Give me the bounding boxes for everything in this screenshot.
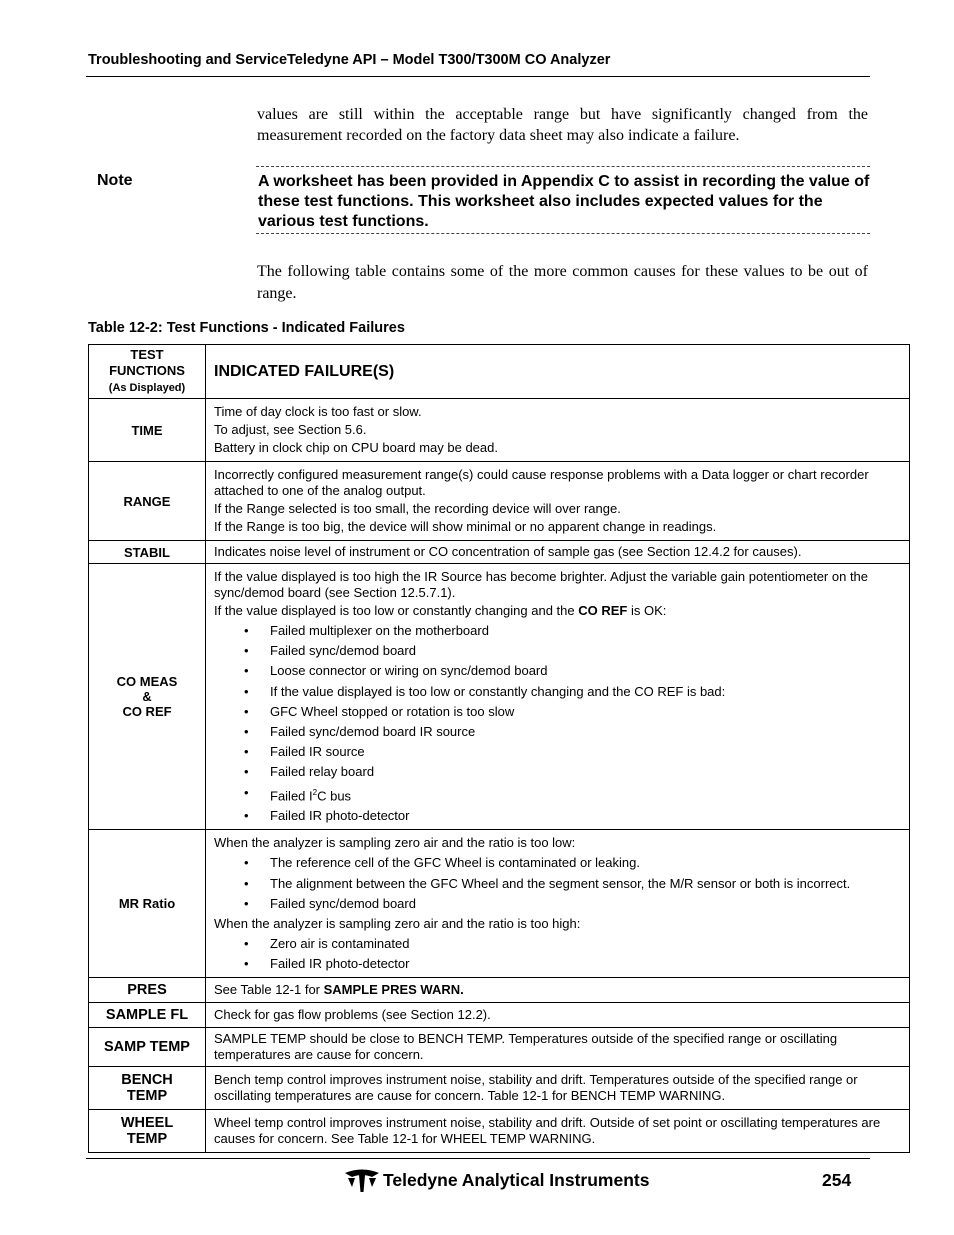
- fn-wheel-temp-line: TEMP: [126, 1131, 168, 1148]
- fn-co-meas: [89, 564, 206, 830]
- i2c-superscript: 2: [312, 787, 318, 797]
- list-item: • Failed IR photo-detector: [214, 954, 901, 974]
- fn-mr-ratio: MR Ratio: [89, 830, 206, 978]
- fn-stabil: STABIL: [89, 541, 206, 564]
- fn-time: TIME: [89, 399, 206, 462]
- table-caption: Table 12-2: Test Functions - Indicated Failures: [88, 320, 405, 336]
- time-line: Time of day clock is too fast or slow.: [214, 404, 422, 419]
- list-item: • Failed sync/demod board IR source: [214, 722, 901, 742]
- header-failure-label: INDICATED FAILURE(S): [214, 362, 395, 380]
- desc-co-meas: [206, 564, 910, 830]
- note-bottom-divider: [256, 233, 870, 234]
- i2c-text: C bus: [317, 787, 352, 803]
- desc-mr-ratio: [206, 830, 910, 978]
- desc-pres: [206, 978, 910, 1003]
- mr-high-bullet-list: [214, 934, 901, 974]
- footer-rule: [86, 1158, 870, 1159]
- time-line: Battery in clock chip on CPU board may be dead.: [214, 440, 498, 455]
- desc-wheel-temp: Wheel temp control improves instrument noise, stability and drift. Outside of set point or oscillating temperatures are causes for concern. See Table 12-1 for WHEEL TEMP WARNING.: [206, 1110, 910, 1153]
- list-item: • Failed sync/demod board: [214, 641, 901, 661]
- pres-bold: SAMPLE PRES WARN.: [323, 982, 464, 998]
- fn-bench-temp-line: TEMP: [126, 1088, 168, 1105]
- header-indicated-failures: [206, 345, 910, 399]
- note-text: A worksheet has been provided in Appendix C to assist in recording the value of these test functions. This worksheet also includes expected values for the various test functions.: [258, 173, 870, 230]
- intro-paragraph: values are still within the acceptable range but have significantly changed from the measurement recorded on the factory data sheet may also indicate a failure.: [257, 106, 868, 144]
- page-number: 254: [822, 1170, 852, 1190]
- header-rule: [86, 76, 870, 77]
- header-fn-line3: (As Displayed): [108, 382, 186, 394]
- table-row-co-meas: [89, 564, 910, 830]
- fn-co-meas-line: &: [142, 689, 152, 705]
- table-row-mr-ratio: [89, 830, 910, 978]
- list-item: • Zero air is contaminated: [214, 934, 901, 954]
- mr-line: When the analyzer is sampling zero air and the ratio is too high:: [214, 915, 581, 931]
- table-row-stabil: [89, 541, 910, 564]
- table-row-pres: [89, 978, 910, 1003]
- time-line: To adjust, see Section 5.6.: [214, 422, 367, 437]
- fn-samp-temp: SAMP TEMP: [89, 1028, 206, 1067]
- desc-samp-temp: SAMPLE TEMP should be close to BENCH TEMP. Temperatures outside of the specified range or oscillating temperatures are cause for concern.: [206, 1028, 910, 1067]
- fn-wheel-temp: [89, 1110, 206, 1153]
- range-line: If the Range is too big, the device will show minimal or no apparent change in readings.: [214, 519, 717, 534]
- desc-range: [206, 462, 910, 541]
- list-item: • Failed IR source: [214, 742, 901, 762]
- desc-sample-fl: Check for gas flow problems (see Section 12.2).: [206, 1003, 910, 1028]
- list-item: • Failed multiplexer on the motherboard: [214, 621, 901, 641]
- co-meas-line: [214, 603, 901, 619]
- co-meas-text: If the value displayed is too low or constantly changing and the: [214, 603, 579, 618]
- teledyne-logo-icon: [343, 1168, 381, 1194]
- table-row-sample-fl: [89, 1003, 910, 1028]
- desc-bench-temp: Bench temp control improves instrument noise, stability and drift. Temperatures outside of the specified range or oscillating temperatures are cause for concern. Table 12-1 for BENCH TEMP WARNING.: [206, 1067, 910, 1110]
- fn-sample-fl: SAMPLE FL: [89, 1003, 206, 1028]
- table-row-time: [89, 399, 910, 462]
- table-row-wheel-temp: [89, 1110, 910, 1153]
- fn-pres: PRES: [89, 978, 206, 1003]
- mr-line: When the analyzer is sampling zero air and the ratio is too low:: [214, 835, 576, 851]
- test-functions-table: [88, 344, 910, 1153]
- list-item: • GFC Wheel stopped or rotation is too slow: [214, 702, 901, 722]
- list-item: • Failed IR photo-detector: [214, 806, 901, 826]
- list-item: • The reference cell of the GFC Wheel is contaminated or leaking.: [214, 853, 901, 873]
- table-header-row: [89, 345, 910, 399]
- range-line: Incorrectly configured measurement range(s) could cause response problems with a Data logger or chart recorder attached to one of the analog output.: [214, 467, 869, 498]
- table-row-range: [89, 462, 910, 541]
- note-label: Note: [97, 172, 133, 189]
- header-fn-line1: TEST: [130, 347, 164, 362]
- header-test-functions: [89, 345, 206, 399]
- co-meas-line: If the value displayed is too high the IR Source has become brighter. Adjust the variable gain potentiometer on the sync/demod board (see Section 12.5.7.1).: [214, 569, 869, 600]
- table-row-samp-temp: [89, 1028, 910, 1067]
- co-meas-bullet-list: [214, 621, 901, 826]
- fn-wheel-temp-line: WHEEL: [120, 1115, 174, 1132]
- range-line: If the Range selected is too small, the recording device will over range.: [214, 501, 621, 516]
- mr-low-bullet-list: [214, 853, 901, 914]
- pres-text: See Table 12-1 for: [214, 982, 324, 998]
- table-intro-paragraph: The following table contains some of the more common causes for these values to be out of range.: [257, 263, 868, 302]
- fn-co-meas-line: CO MEAS: [116, 674, 178, 690]
- header-fn-line2: FUNCTIONS: [109, 363, 185, 378]
- list-item: • Failed sync/demod board: [214, 894, 901, 914]
- table-row-bench-temp: [89, 1067, 910, 1110]
- list-item: • If the value displayed is too low or constantly changing and the CO REF is bad:: [214, 682, 901, 702]
- note-top-divider: [256, 166, 870, 167]
- fn-bench-temp: [89, 1067, 206, 1110]
- list-item: • Loose connector or wiring on sync/demod board: [214, 661, 901, 681]
- list-item: • The alignment between the GFC Wheel and the segment sensor, the M/R sensor or both is incorrect.: [214, 874, 901, 894]
- footer-company: Teledyne Analytical Instruments: [383, 1170, 650, 1190]
- desc-time: [206, 399, 910, 462]
- list-item: • Failed relay board: [214, 762, 901, 782]
- fn-range: RANGE: [89, 462, 206, 541]
- fn-co-meas-line: CO REF: [122, 704, 172, 720]
- desc-stabil: Indicates noise level of instrument or CO concentration of sample gas (see Section 12.4.2 for causes).: [206, 541, 910, 564]
- co-meas-text: is OK:: [627, 603, 667, 618]
- list-item: [214, 783, 901, 807]
- i2c-text: Failed I: [270, 787, 313, 803]
- fn-bench-temp-line: BENCH: [121, 1072, 173, 1089]
- co-ref-bold: CO REF: [578, 603, 628, 618]
- running-header: Troubleshooting and ServiceTeledyne API – Model T300/T300M CO Analyzer: [88, 52, 611, 68]
